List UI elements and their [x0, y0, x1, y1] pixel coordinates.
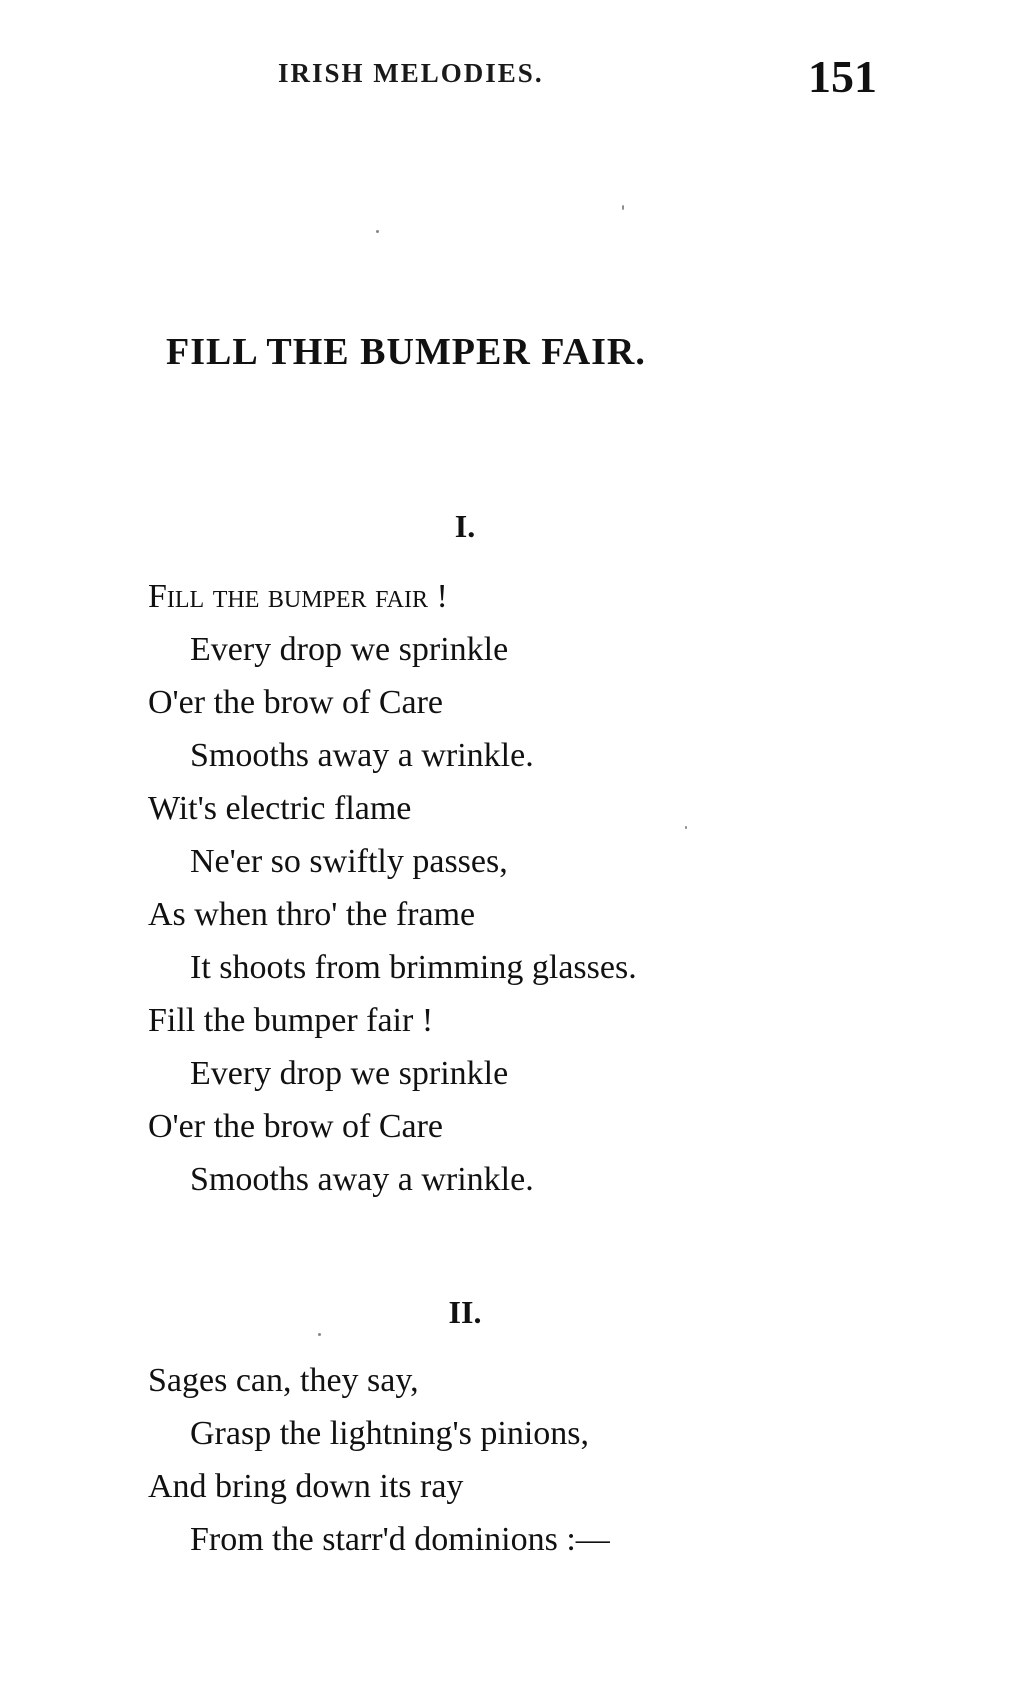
verse-line: It shoots from brimming glasses. [190, 949, 637, 986]
verse-line: Ne'er so swiftly passes, [190, 843, 508, 880]
verse-line: Sages can, they say, [148, 1362, 419, 1399]
verse-line: Smooths away a wrinkle. [190, 1161, 534, 1198]
verse-line: Wit's electric flame [148, 790, 412, 827]
verse-line: As when thro' the frame [148, 896, 476, 933]
verse-line: Grasp the lightning's pinions, [190, 1415, 590, 1452]
stanza-number: II. [448, 1294, 482, 1330]
print-speck [622, 205, 624, 210]
stanza [148, 570, 637, 1206]
stanza-number: I. [454, 508, 476, 544]
song-title: FILL THE BUMPER FAIR. [166, 331, 646, 373]
page-number: 151 [808, 51, 877, 102]
verse-line: O'er the brow of Care [148, 684, 444, 721]
verse-line: Smooths away a wrinkle. [190, 737, 534, 774]
print-speck [685, 826, 687, 829]
verse-line: Fill the bumper fair ! [148, 1002, 434, 1039]
verse-line: From the starr'd dominions :— [190, 1521, 610, 1558]
verse-line: Every drop we sprinkle [190, 1055, 509, 1092]
running-head: IRISH MELODIES. [278, 58, 544, 88]
stanza [148, 1354, 610, 1566]
verse-line: And bring down its ray [148, 1468, 464, 1505]
verse-line: O'er the brow of Care [148, 1108, 444, 1145]
verse-line-text: Fill the bumper fair ! [148, 578, 448, 615]
verse-line: Every drop we sprinkle [190, 631, 509, 668]
print-speck [318, 1333, 321, 1336]
verse-line [148, 570, 637, 623]
print-speck [376, 230, 379, 233]
